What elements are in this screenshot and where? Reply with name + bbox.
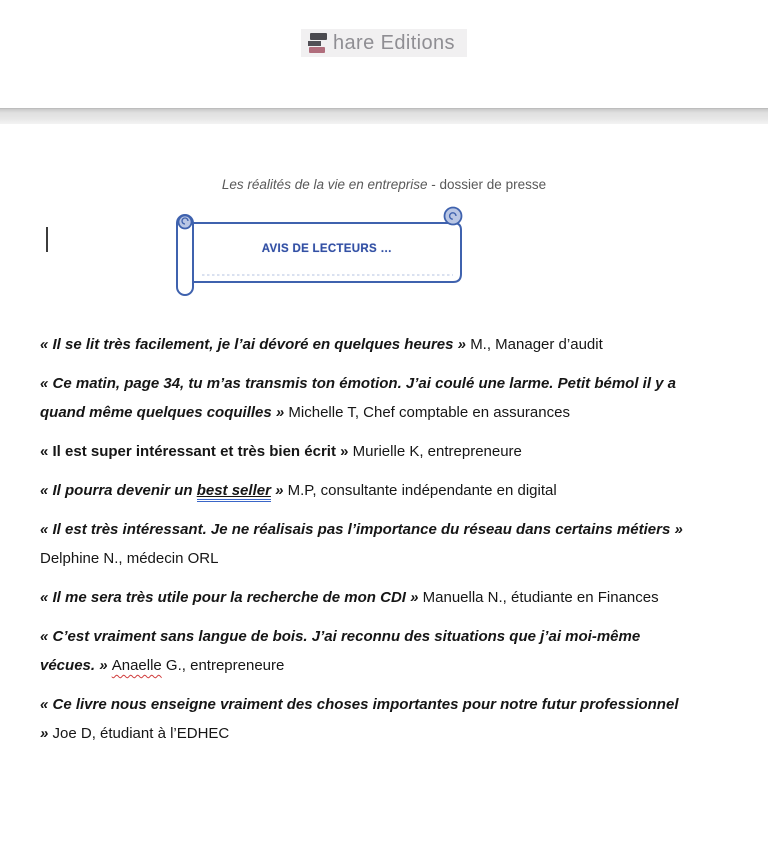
title-suffix: - dossier de presse: [427, 177, 547, 192]
review-quote: « Il pourra devenir un: [40, 482, 197, 499]
review-attribution: Michelle T, Chef comptable en assurances: [288, 404, 570, 421]
review-paragraph[interactable]: [40, 515, 686, 573]
review-quote: « Il est très intéressant. Je ne réalisais pas l’importance du réseau dans certains métiers »: [40, 521, 683, 538]
text-caret: [46, 227, 48, 252]
review-quote: « Il se lit très facilement, je l’ai dévoré en quelques heures »: [40, 336, 471, 353]
document-page: [0, 124, 768, 848]
review-paragraph[interactable]: [40, 437, 686, 466]
scroll-banner-shape[interactable]: [170, 205, 470, 300]
review-quote: « Ce livre nous enseigne vraiment des choses importantes pour notre futur professionnel »: [40, 696, 679, 742]
logo-text: hare Editions: [333, 31, 455, 54]
review-quote-grammar-flagged: best seller: [197, 482, 271, 502]
share-editions-logo[interactable]: [301, 29, 467, 57]
review-quote: « C’est vraiment sans langue de bois. J’ai reconnu des situations que j’ai moi-même vécues. »: [40, 628, 641, 674]
review-paragraph[interactable]: [40, 583, 686, 612]
review-paragraph[interactable]: [40, 330, 686, 359]
review-attribution-spell-flagged: Anaelle: [111, 657, 162, 674]
title-book-name: Les réalités de la vie en entreprise: [221, 177, 428, 192]
banner-title: AVIS DE LECTEURS …: [261, 243, 393, 255]
page-break-gap: [0, 108, 768, 124]
previous-page-bottom: [0, 0, 768, 108]
review-attribution: M.P, consultante indépendante en digital: [287, 482, 557, 499]
review-attribution: M., Manager d’audit: [470, 336, 603, 353]
review-quote: « Ce matin, page 34, tu m’as transmis ton émotion. J’ai coulé une larme. Petit bémol il y a quand même quelques coquilles »: [40, 375, 677, 421]
review-attribution: Joe D, étudiant à l’EDHEC: [52, 725, 230, 742]
review-attribution: G., entrepreneure: [161, 657, 285, 674]
review-paragraph[interactable]: [40, 690, 686, 748]
reviews-section: [40, 330, 686, 748]
review-paragraph[interactable]: [40, 476, 686, 505]
review-paragraph[interactable]: [40, 369, 686, 427]
review-paragraph[interactable]: [40, 622, 686, 680]
review-attribution: Manuella N., étudiante en Finances: [422, 589, 659, 606]
review-quote: « Il me sera très utile pour la recherche de mon CDI »: [40, 589, 423, 606]
document-header-title[interactable]: [0, 177, 768, 192]
review-attribution: Murielle K, entrepreneure: [352, 443, 522, 460]
review-quote: »: [270, 482, 288, 499]
review-quote: « Il est super intéressant et très bien écrit »: [40, 443, 353, 460]
review-attribution: Delphine N., médecin ORL: [40, 550, 219, 567]
book-stack-icon: [307, 32, 328, 54]
